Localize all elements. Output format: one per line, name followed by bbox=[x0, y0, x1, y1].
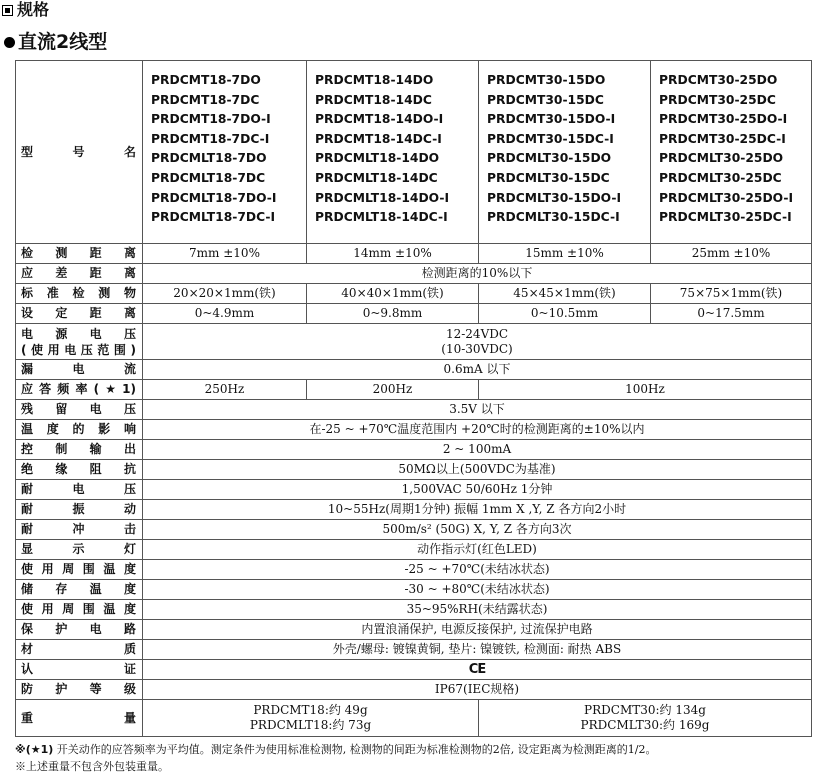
cell bbox=[143, 324, 812, 360]
row-storage-temp bbox=[16, 580, 812, 600]
model-name: PRDCMLT18-7DC-I bbox=[151, 210, 276, 225]
model-name: PRDCMT18-7DO-I bbox=[151, 112, 271, 127]
square-bullet-icon bbox=[2, 5, 13, 16]
model-name: PRDCMT18-7DO bbox=[151, 73, 261, 87]
cell: 0~9.8mm bbox=[307, 304, 479, 324]
row-label: 保护电路 bbox=[16, 620, 143, 640]
row-indicator bbox=[16, 540, 812, 560]
row-label: 使用周围温度 bbox=[16, 560, 143, 580]
model-name: PRDCMT30-15DO-I bbox=[487, 112, 616, 127]
cell: 外壳/螺母: 镀镍黄铜, 垫片: 镍镀铁, 检测面: 耐热 ABS bbox=[143, 640, 812, 660]
value-line: 12-24VDC bbox=[445, 326, 509, 341]
row-power-voltage bbox=[16, 324, 812, 360]
model-name: PRDCMT18-14DO bbox=[315, 73, 434, 87]
model-name: PRDCMT18-7DC-I bbox=[151, 131, 270, 146]
cell: 100Hz bbox=[479, 380, 812, 400]
row-label: 应差距离 bbox=[16, 264, 143, 284]
subsection-title: 直流2线型 bbox=[18, 31, 108, 53]
row-label bbox=[16, 324, 143, 360]
model-name: PRDCMLT18-7DC bbox=[151, 170, 266, 185]
row-label: 残留电压 bbox=[16, 400, 143, 420]
cell: 35~95%RH(未结露状态) bbox=[143, 600, 812, 620]
row-residual-voltage bbox=[16, 400, 812, 420]
row-std-target bbox=[16, 284, 812, 304]
cell: 7mm ±10% bbox=[143, 244, 307, 264]
model-label: 型 号 名 bbox=[16, 61, 143, 244]
value-line: PRDCMLT18:约 73g bbox=[249, 718, 372, 732]
row-label: 材质 bbox=[16, 640, 143, 660]
cell bbox=[479, 700, 812, 737]
spec-table bbox=[15, 60, 812, 737]
cell: 20×20×1mm(铁) bbox=[143, 284, 307, 304]
section-title: 规格 bbox=[17, 0, 50, 19]
cell: 3.5V 以下 bbox=[143, 400, 812, 420]
model-name: PRDCMLT18-14DC-I bbox=[315, 210, 448, 225]
row-label: 显示灯 bbox=[16, 540, 143, 560]
cell: 15mm ±10% bbox=[479, 244, 651, 264]
label-line: (使用电压范围) bbox=[21, 342, 136, 357]
cell: 1,500VAC 50/60Hz 1分钟 bbox=[143, 480, 812, 500]
subsection-header bbox=[4, 30, 107, 54]
row-label: 绝缘阻抗 bbox=[16, 460, 143, 480]
row-label: 检测距离 bbox=[16, 244, 143, 264]
model-name: PRDCMLT30-25DO-I bbox=[659, 190, 794, 205]
row-label: 耐冲击 bbox=[16, 520, 143, 540]
model-name: PRDCMT30-25DO-I bbox=[659, 112, 788, 127]
cell: 25mm ±10% bbox=[651, 244, 812, 264]
cell: 检测距离的10%以下 bbox=[143, 264, 812, 284]
model-name: PRDCMLT18-7DO-I bbox=[151, 190, 277, 205]
cell: -25 ~ +70℃(未结冰状态) bbox=[143, 560, 812, 580]
row-label: 防护等级 bbox=[16, 680, 143, 700]
model-name: PRDCMT18-7DC bbox=[151, 92, 260, 107]
row-approval bbox=[16, 660, 812, 680]
model-col-2 bbox=[307, 61, 479, 244]
row-label: 耐振动 bbox=[16, 500, 143, 520]
cell: 0~17.5mm bbox=[651, 304, 812, 324]
footnote-text: 开关动作的应答频率为平均值。测定条件为使用标准检测物, 检测物的间距为标准检测物的2倍, 设定距离为检测距离的1/2。 bbox=[56, 743, 657, 756]
label-line: 电源电压 bbox=[21, 326, 136, 341]
row-label: 标准检测物 bbox=[16, 284, 143, 304]
row-temp-influence bbox=[16, 420, 812, 440]
model-name: PRDCMLT30-25DC bbox=[659, 170, 782, 185]
cell: 2 ~ 100mA bbox=[143, 440, 812, 460]
row-leakage bbox=[16, 360, 812, 380]
model-name: PRDCMT30-15DC-I bbox=[487, 131, 614, 146]
model-name: PRDCMLT30-25DC-I bbox=[659, 210, 792, 225]
cell: 50MΩ以上(500VDC为基准) bbox=[143, 460, 812, 480]
value-line: PRDCMLT30:约 169g bbox=[580, 718, 710, 732]
cell: 动作指示灯(红色LED) bbox=[143, 540, 812, 560]
ce-mark-icon: CE bbox=[468, 662, 486, 677]
model-name: PRDCMT30-15DC bbox=[487, 92, 604, 107]
model-name: PRDCMT30-25DO bbox=[659, 73, 778, 87]
row-vibration bbox=[16, 500, 812, 520]
row-response-freq bbox=[16, 380, 812, 400]
cell: 40×40×1mm(铁) bbox=[307, 284, 479, 304]
cell bbox=[143, 700, 479, 737]
row-shock bbox=[16, 520, 812, 540]
model-name: PRDCMT30-15DO bbox=[487, 73, 606, 87]
cell bbox=[143, 660, 812, 680]
model-name: PRDCMT18-14DO-I bbox=[315, 112, 444, 127]
footnote-1 bbox=[15, 741, 656, 758]
row-label: 漏电流 bbox=[16, 360, 143, 380]
row-label: 重量 bbox=[16, 700, 143, 737]
cell: 0~10.5mm bbox=[479, 304, 651, 324]
model-col-4 bbox=[651, 61, 812, 244]
row-label: 耐电压 bbox=[16, 480, 143, 500]
cell: 14mm ±10% bbox=[307, 244, 479, 264]
cell: 0.6mA 以下 bbox=[143, 360, 812, 380]
row-setting-distance bbox=[16, 304, 812, 324]
model-col-3 bbox=[479, 61, 651, 244]
value-line: (10-30VDC) bbox=[441, 341, 513, 356]
cell: 45×45×1mm(铁) bbox=[479, 284, 651, 304]
row-label: 认证 bbox=[16, 660, 143, 680]
row-protection-rating bbox=[16, 680, 812, 700]
model-row bbox=[16, 61, 812, 244]
model-name: PRDCMLT18-14DO-I bbox=[315, 190, 450, 205]
model-name: PRDCMT30-25DC-I bbox=[659, 131, 786, 146]
model-name: PRDCMT30-25DC bbox=[659, 92, 776, 107]
section-header bbox=[2, 0, 49, 20]
model-name: PRDCMT18-14DC-I bbox=[315, 131, 442, 146]
bullet-dot-icon bbox=[4, 37, 15, 48]
row-ambient-temp bbox=[16, 560, 812, 580]
row-label: 控制输出 bbox=[16, 440, 143, 460]
row-label: 储存温度 bbox=[16, 580, 143, 600]
row-protection-circuit bbox=[16, 620, 812, 640]
cell: 0~4.9mm bbox=[143, 304, 307, 324]
value-line: PRDCMT30:约 134g bbox=[584, 703, 706, 717]
cell: 内置浪涌保护, 电源反接保护, 过流保护电路 bbox=[143, 620, 812, 640]
model-name: PRDCMT18-14DC bbox=[315, 92, 432, 107]
model-name: PRDCMLT30-15DC bbox=[487, 170, 610, 185]
row-sensing-distance bbox=[16, 244, 812, 264]
cell: 在-25 ~ +70℃温度范围内 +20℃时的检测距离的±10%以内 bbox=[143, 420, 812, 440]
model-name: PRDCMLT18-7DO bbox=[151, 151, 267, 166]
cell: IP67(IEC规格) bbox=[143, 680, 812, 700]
row-label: 设定距离 bbox=[16, 304, 143, 324]
cell: 10~55Hz(周期1分钟) 振幅 1mm X ,Y, Z 各方向2小时 bbox=[143, 500, 812, 520]
row-insulation bbox=[16, 460, 812, 480]
cell: 200Hz bbox=[307, 380, 479, 400]
cell: -30 ~ +80℃(未结冰状态) bbox=[143, 580, 812, 600]
footnote-mark: ※(★1) bbox=[15, 743, 54, 756]
model-col-1 bbox=[143, 61, 307, 244]
model-name: PRDCMLT30-25DO bbox=[659, 151, 784, 166]
model-name: PRDCMLT30-15DO-I bbox=[487, 190, 622, 205]
footnote-2: ※上述重量不包含外包装重量。 bbox=[15, 760, 169, 773]
row-control-output bbox=[16, 440, 812, 460]
cell: 250Hz bbox=[143, 380, 307, 400]
cell: 500m/s² (50G) X, Y, Z 各方向3次 bbox=[143, 520, 812, 540]
row-dielectric bbox=[16, 480, 812, 500]
row-label: 使用周围温度 bbox=[16, 600, 143, 620]
row-weight bbox=[16, 700, 812, 737]
row-label: 温度的影响 bbox=[16, 420, 143, 440]
row-label: 应答频率(★1) bbox=[16, 380, 143, 400]
row-hysteresis bbox=[16, 264, 812, 284]
cell: 75×75×1mm(铁) bbox=[651, 284, 812, 304]
row-material bbox=[16, 640, 812, 660]
model-name: PRDCMLT30-15DC-I bbox=[487, 210, 620, 225]
model-name: PRDCMLT18-14DO bbox=[315, 151, 440, 166]
footnotes bbox=[15, 741, 656, 775]
model-name: PRDCMLT18-14DC bbox=[315, 170, 438, 185]
value-line: PRDCMT18:约 49g bbox=[253, 703, 368, 717]
row-ambient-humidity bbox=[16, 600, 812, 620]
model-name: PRDCMLT30-15DO bbox=[487, 151, 612, 166]
